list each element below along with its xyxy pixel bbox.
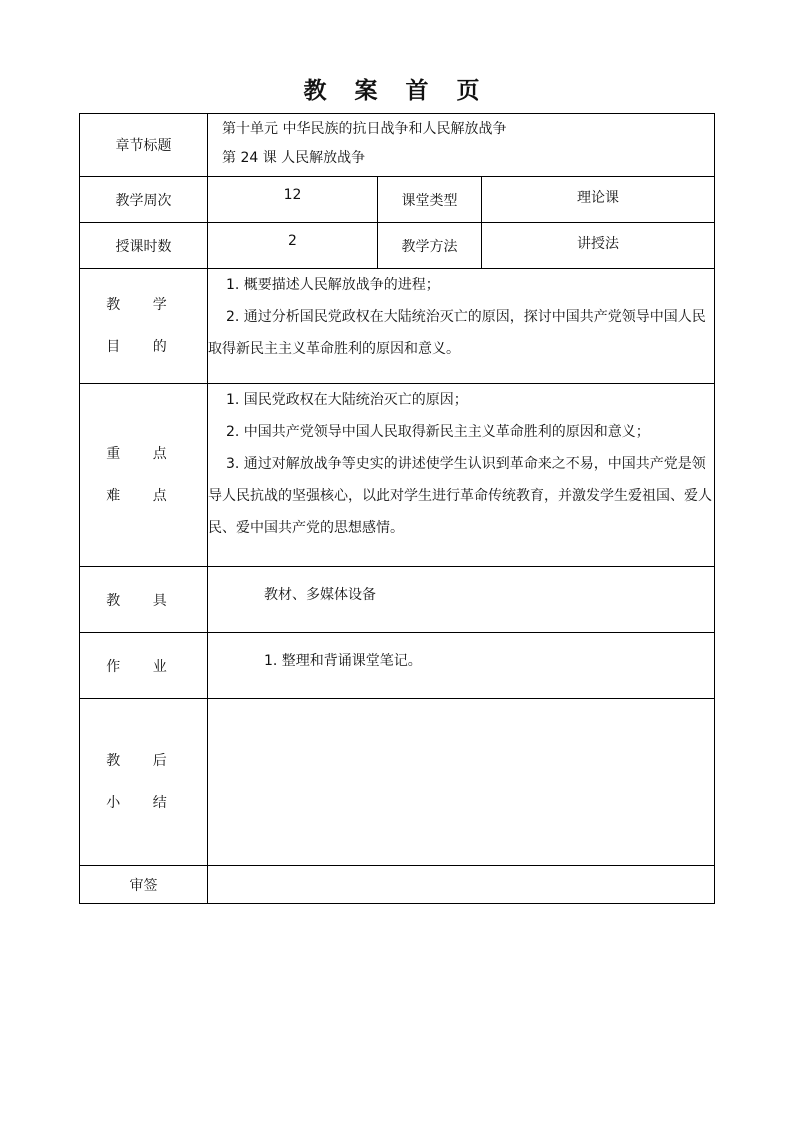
homework-label: 作 业 bbox=[80, 633, 208, 699]
objectives-label-line-2: 目 的 bbox=[106, 339, 181, 355]
chapter-value bbox=[208, 114, 715, 177]
tools-label: 教 具 bbox=[80, 567, 208, 633]
hours-label: 授课时数 bbox=[80, 223, 208, 269]
row-summary bbox=[80, 699, 715, 866]
homework-value: 1. 整理和背诵课堂笔记。 bbox=[208, 633, 715, 699]
method-value: 讲授法 bbox=[482, 223, 715, 269]
key-points-label bbox=[80, 384, 208, 567]
class-type-value: 理论课 bbox=[482, 177, 715, 223]
method-label: 教学方法 bbox=[378, 223, 482, 269]
class-type-label: 课堂类型 bbox=[378, 177, 482, 223]
row-tools bbox=[80, 567, 715, 633]
summary-label-line-1: 教 后 bbox=[106, 753, 181, 769]
objectives-value bbox=[208, 269, 715, 384]
row-week bbox=[80, 177, 715, 223]
lesson-plan-table bbox=[79, 113, 715, 904]
tools-value: 教材、多媒体设备 bbox=[208, 567, 715, 633]
objective-item: 1. 概要描述人民解放战争的进程； bbox=[226, 277, 440, 293]
key-point-item: 1. 国民党政权在大陆统治灭亡的原因； bbox=[226, 392, 468, 408]
review-value bbox=[208, 866, 715, 904]
key-points-label-line-1: 重 点 bbox=[106, 446, 181, 462]
page-title: 教 案 首 页 bbox=[303, 78, 490, 104]
week-value: 12 bbox=[208, 177, 378, 223]
row-review bbox=[80, 866, 715, 904]
row-chapter bbox=[80, 114, 715, 177]
key-points-value bbox=[208, 384, 715, 567]
row-hours bbox=[80, 223, 715, 269]
objective-item: 2. 通过分析国民党政权在大陆统治灭亡的原因，探讨中国共产党领导中国人民取得新民主主义革命胜利的原因和意义。 bbox=[208, 309, 706, 357]
chapter-line-1: 第十单元 中华民族的抗日战争和人民解放战争 bbox=[222, 121, 507, 137]
key-point-item: 3. 通过对解放战争等史实的讲述使学生认识到革命来之不易，中国共产党是领导人民抗战的坚强核心，以此对学生进行革命传统教育，并激发学生爱祖国、爱人民、爱中国共产党的思想感情。 bbox=[208, 456, 712, 536]
objectives-label bbox=[80, 269, 208, 384]
chapter-line-2: 第 24 课 人民解放战争 bbox=[222, 150, 366, 166]
summary-label bbox=[80, 699, 208, 866]
hours-value: 2 bbox=[208, 223, 378, 269]
row-key-points bbox=[80, 384, 715, 567]
key-point-item: 2. 中国共产党领导中国人民取得新民主主义革命胜利的原因和意义； bbox=[226, 424, 650, 440]
objectives-label-line-1: 教 学 bbox=[106, 297, 181, 313]
summary-value bbox=[208, 699, 715, 866]
summary-label-line-2: 小 结 bbox=[106, 795, 181, 811]
row-objectives bbox=[80, 269, 715, 384]
review-label: 审签 bbox=[80, 866, 208, 904]
chapter-label: 章节标题 bbox=[80, 114, 208, 177]
week-label: 教学周次 bbox=[80, 177, 208, 223]
row-homework bbox=[80, 633, 715, 699]
key-points-label-line-2: 难 点 bbox=[106, 488, 181, 504]
